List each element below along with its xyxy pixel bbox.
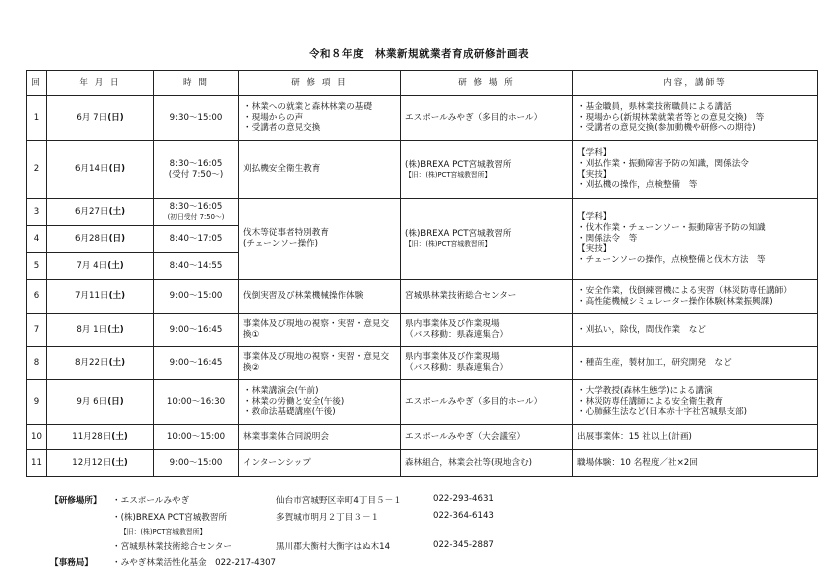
col-header: 内容，講師等 bbox=[573, 71, 818, 96]
row-date: 12月12日(土) bbox=[47, 450, 154, 477]
row-place: (株)BREXA PCT宮城教習所 【旧：(株)PCT宮城教習所】 bbox=[401, 141, 573, 199]
row-items: 事業体及び現地の視察・実習・意見交換① bbox=[239, 314, 401, 347]
venue-tel: 022-364-6143 bbox=[433, 511, 494, 521]
venue-address: 多賀城市明月２丁目３－１ bbox=[276, 513, 380, 523]
row-number: 1 bbox=[27, 96, 47, 141]
table-row bbox=[27, 141, 818, 199]
row-number: 6 bbox=[27, 280, 47, 314]
row-number: 4 bbox=[27, 226, 47, 253]
row-date: 6月27日(土) bbox=[47, 199, 154, 226]
row-place: エスポールみやぎ（多目的ホール） bbox=[401, 380, 573, 425]
row-items: インターンシップ bbox=[239, 450, 401, 477]
row-content: 【学科】 ・刈払作業・振動障害予防の知識，関係法令 【実技】 ・刈払機の操作，点検整備 等 bbox=[573, 141, 818, 199]
row-time: 8:40～14:55 bbox=[154, 253, 239, 280]
row-content: 職場体験：10 名程度／社×2回 bbox=[573, 450, 818, 477]
row-date: 7月 4日(土) bbox=[47, 253, 154, 280]
row-place: 県内事業体及び作業現場 （バス移動：県森連集合） bbox=[401, 347, 573, 380]
venue-tel: 022-345-2887 bbox=[433, 540, 494, 550]
table-row bbox=[27, 425, 818, 450]
row-content: ・種苗生産，製材加工，研究開発 など bbox=[573, 347, 818, 380]
row-date: 6月14日(日) bbox=[47, 141, 154, 199]
row-content: ・安全作業，伐倒練習機による実習（林災防専任講師） ・高性能機械シミュレーター操作体験(林業振興課) bbox=[573, 280, 818, 314]
row-time: 8:30～16:05 (初日受付 7:50～) bbox=[154, 199, 239, 226]
row-number: 8 bbox=[27, 347, 47, 380]
row-place: エスポールみやぎ（大会議室） bbox=[401, 425, 573, 450]
row-time: 10:00～15:00 bbox=[154, 425, 239, 450]
row-place: エスポールみやぎ（多目的ホール） bbox=[401, 96, 573, 141]
row-time: 9:00～15:00 bbox=[154, 280, 239, 314]
row-date: 7月11日(土) bbox=[47, 280, 154, 314]
table-row bbox=[27, 96, 818, 141]
row-number: 3 bbox=[27, 199, 47, 226]
row-number: 9 bbox=[27, 380, 47, 425]
row-date: 9月 6日(日) bbox=[47, 380, 154, 425]
page-title: 令和８年度 林業新規就業者育成研修計画表 bbox=[309, 48, 529, 60]
row-number: 5 bbox=[27, 253, 47, 280]
table-row bbox=[27, 347, 818, 380]
table-row bbox=[27, 380, 818, 425]
row-date: 8月 1日(土) bbox=[47, 314, 154, 347]
row-content: ・大学教授(森林生態学)による講演 ・林災防専任講師による安全衛生教育 ・心肺蘇生法など(日本赤十字社宮城県支部) bbox=[573, 380, 818, 425]
row-number: 10 bbox=[27, 425, 47, 450]
row-date: 6月 7日(日) bbox=[47, 96, 154, 141]
table-header-row bbox=[27, 71, 818, 96]
row-content: ・刈払い，除伐，間伐作業 など bbox=[573, 314, 818, 347]
row-items: ・林業への就業と森林林業の基礎 ・現場からの声 ・受講者の意見交換 bbox=[239, 96, 401, 141]
row-time: 9:00～16:45 bbox=[154, 314, 239, 347]
row-number: 11 bbox=[27, 450, 47, 477]
row-items: 事業体及び現地の視察・実習・意見交換② bbox=[239, 347, 401, 380]
row-items: ・林業講演会(午前) ・林業の労働と安全(午後) ・救命法基礎講座(午後) bbox=[239, 380, 401, 425]
col-header: 研 修 場 所 bbox=[401, 71, 573, 96]
row-content: ・基金職員，県林業技術職員による講話 ・現場から(新規林業就業者等との意見交換) 等 ・受講者の意見交換(参加動機や研修への期待) bbox=[573, 96, 818, 141]
row-place: 森林組合，林業会社等(現地含む) bbox=[401, 450, 573, 477]
col-header: 研 修 項 目 bbox=[239, 71, 401, 96]
row-items: 林業事業体合同説明会 bbox=[239, 425, 401, 450]
row-time: 9:00～15:00 bbox=[154, 450, 239, 477]
venue-subtitle: 【旧：(株)PCT宮城教習所】 bbox=[120, 528, 207, 536]
row-items: 伐木等従事者特別教育 (チェーンソー操作) bbox=[239, 199, 401, 280]
row-date: 8月22日(土) bbox=[47, 347, 154, 380]
table-row bbox=[27, 314, 818, 347]
row-number: 7 bbox=[27, 314, 47, 347]
row-date: 11月28日(土) bbox=[47, 425, 154, 450]
col-header: 年 月 日 bbox=[47, 71, 154, 96]
row-items: 刈払機安全衛生教育 bbox=[239, 141, 401, 199]
row-time: 8:40～17:05 bbox=[154, 226, 239, 253]
venue-name: ・(株)BREXA PCT宮城教習所 bbox=[112, 513, 228, 523]
row-content: 【学科】 ・伐木作業・チェーンソー・振動障害予防の知識 ・関係法令 等 【実技】 ・チェーンソーの操作，点検整備と伐木方法 等 bbox=[573, 199, 818, 280]
col-header: 時 間 bbox=[154, 71, 239, 96]
col-header: 回 bbox=[27, 71, 47, 96]
venue-address: 仙台市宮城野区幸町4丁目５－１ bbox=[276, 496, 402, 506]
venue-name: ・宮城県林業技術総合センター bbox=[112, 542, 232, 552]
table-row bbox=[27, 280, 818, 314]
office-label: 【事務局】 bbox=[50, 558, 93, 568]
schedule-table bbox=[26, 70, 818, 477]
row-place: 県内事業体及び作業現場 （バス移動：県森連集合） bbox=[401, 314, 573, 347]
row-time: 9:30～15:00 bbox=[154, 96, 239, 141]
row-place: (株)BREXA PCT宮城教習所 【旧：(株)PCT宮城教習所】 bbox=[401, 199, 573, 280]
office-contact: ・みやぎ林業活性化基金 022-217-4307 bbox=[112, 558, 277, 568]
venue-label: 【研修場所】 bbox=[50, 496, 102, 506]
venue-address: 黒川郡大衡村大衡字はぬ木14 bbox=[276, 542, 391, 552]
row-items: 伐倒実習及び林業機械操作体験 bbox=[239, 280, 401, 314]
row-number: 2 bbox=[27, 141, 47, 199]
row-place: 宮城県林業技術総合センター bbox=[401, 280, 573, 314]
table-row bbox=[27, 450, 818, 477]
row-date: 6月28日(日) bbox=[47, 226, 154, 253]
table-row bbox=[27, 199, 818, 226]
row-time: 8:30～16:05 (受付 7:50～) bbox=[154, 141, 239, 199]
venue-tel: 022-293-4631 bbox=[433, 494, 494, 504]
row-time: 10:00～16:30 bbox=[154, 380, 239, 425]
row-time: 9:00～16:45 bbox=[154, 347, 239, 380]
row-content: 出展事業体：15 社以上(計画) bbox=[573, 425, 818, 450]
venue-name: ・エスポールみやぎ bbox=[112, 496, 190, 506]
